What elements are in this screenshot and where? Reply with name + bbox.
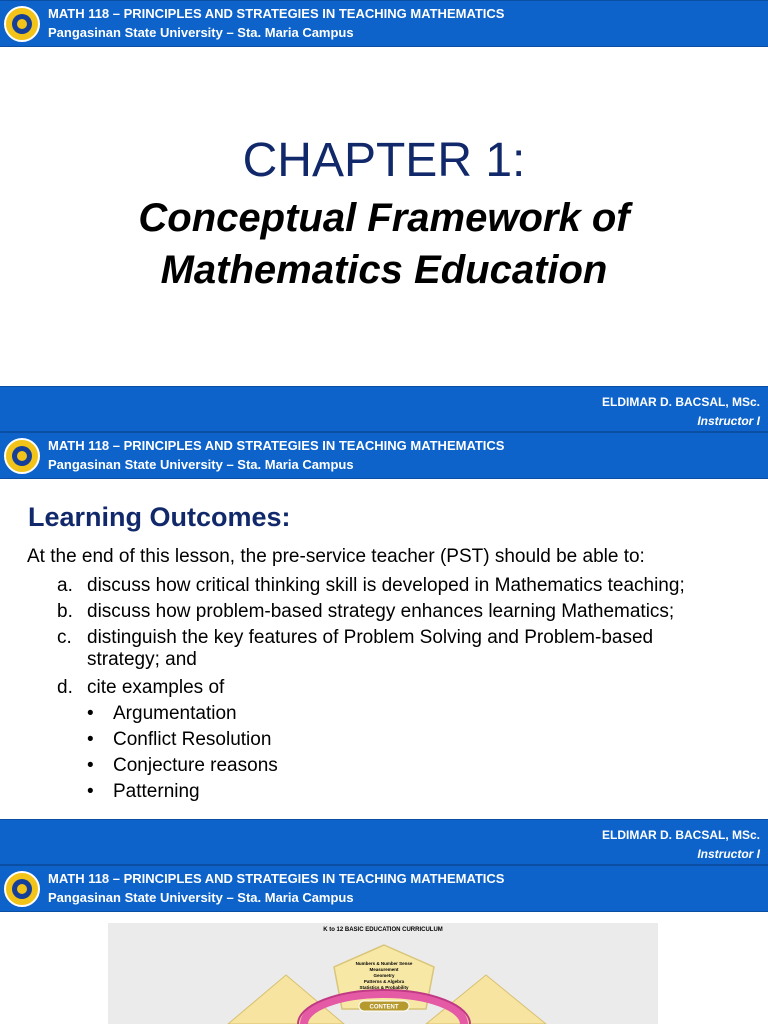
chapter-heading: CHAPTER 1:: [242, 134, 526, 187]
slide1-header-bar: [0, 0, 768, 47]
example-text: Conjecture reasons: [113, 755, 278, 776]
instructor-role: Instructor I: [697, 414, 760, 428]
objective-text: cite examples of: [87, 677, 225, 698]
slide2-header-bar: [0, 432, 768, 479]
objective-item: [57, 575, 685, 597]
slide3-header-bar: [0, 865, 768, 912]
example-text: Patterning: [113, 781, 200, 802]
university-seal-icon: [4, 6, 40, 42]
learning-outcomes-intro: At the end of this lesson, the pre-service teacher (PST) should be able to:: [27, 546, 645, 567]
objective-text: distinguish the key features of Problem Solving and Problem-based: [87, 627, 654, 648]
campus-name: Pangasinan State University – Sta. Maria Campus: [48, 25, 354, 40]
slide2-footer-bar: [0, 819, 768, 865]
objective-marker: b.: [57, 601, 73, 622]
instructor-name: ELDIMAR D. BACSAL, MSc.: [601, 828, 760, 842]
learning-outcomes-heading: Learning Outcomes:: [28, 502, 291, 532]
instructor-role: Instructor I: [697, 847, 760, 861]
example-item: [87, 781, 200, 803]
curriculum-framework-graphic: [108, 923, 658, 1024]
course-title: MATH 118 – PRINCIPLES AND STRATEGIES IN TEACHING MATHEMATICS: [48, 6, 505, 21]
objective-text: discuss how problem-based strategy enhances learning Mathematics;: [87, 601, 675, 622]
course-title: MATH 118 – PRINCIPLES AND STRATEGIES IN TEACHING MATHEMATICS: [48, 871, 505, 886]
content-item-3: Patterns & Algebra: [363, 979, 405, 984]
graphic-title: K to 12 BASIC EDUCATION CURRICULUM: [323, 927, 443, 933]
university-seal-icon: [4, 871, 40, 907]
bullet-icon: •: [87, 729, 94, 750]
bullet-icon: •: [87, 703, 94, 724]
objective-text-continued: strategy; and: [87, 649, 197, 670]
content-item-2: Geometry: [373, 973, 395, 978]
objective-marker: c.: [57, 627, 72, 648]
objective-item: [57, 677, 225, 699]
university-seal-icon: [4, 438, 40, 474]
example-text: Argumentation: [113, 703, 237, 724]
objective-item: [57, 601, 675, 623]
objective-text: discuss how critical thinking skill is developed in Mathematics teaching;: [87, 575, 685, 596]
content-item-1: Measurement: [369, 967, 399, 972]
objective-marker: a.: [57, 575, 73, 596]
bullet-icon: •: [87, 781, 94, 802]
content-item-0: Numbers & Number Sense: [355, 961, 413, 966]
campus-name: Pangasinan State University – Sta. Maria Campus: [48, 457, 354, 472]
example-item: [87, 703, 237, 725]
course-title: MATH 118 – PRINCIPLES AND STRATEGIES IN TEACHING MATHEMATICS: [48, 438, 505, 453]
chapter-title: [0, 192, 768, 296]
campus-name: Pangasinan State University – Sta. Maria Campus: [48, 890, 354, 905]
bullet-icon: •: [87, 755, 94, 776]
chapter-title-line2: Mathematics Education: [160, 248, 608, 292]
chapter-title-line1: Conceptual Framework of: [138, 196, 630, 240]
example-item: [87, 755, 278, 777]
instructor-name: ELDIMAR D. BACSAL, MSc.: [601, 395, 760, 409]
content-item-4: Statistics & Probability: [359, 985, 409, 990]
content-label: CONTENT: [369, 1004, 399, 1011]
slide1-footer-bar: [0, 386, 768, 432]
objective-marker: d.: [57, 677, 73, 698]
objective-item: [57, 627, 654, 670]
example-item: [87, 729, 271, 751]
framework-diagram: [108, 923, 658, 1024]
example-text: Conflict Resolution: [113, 729, 272, 750]
